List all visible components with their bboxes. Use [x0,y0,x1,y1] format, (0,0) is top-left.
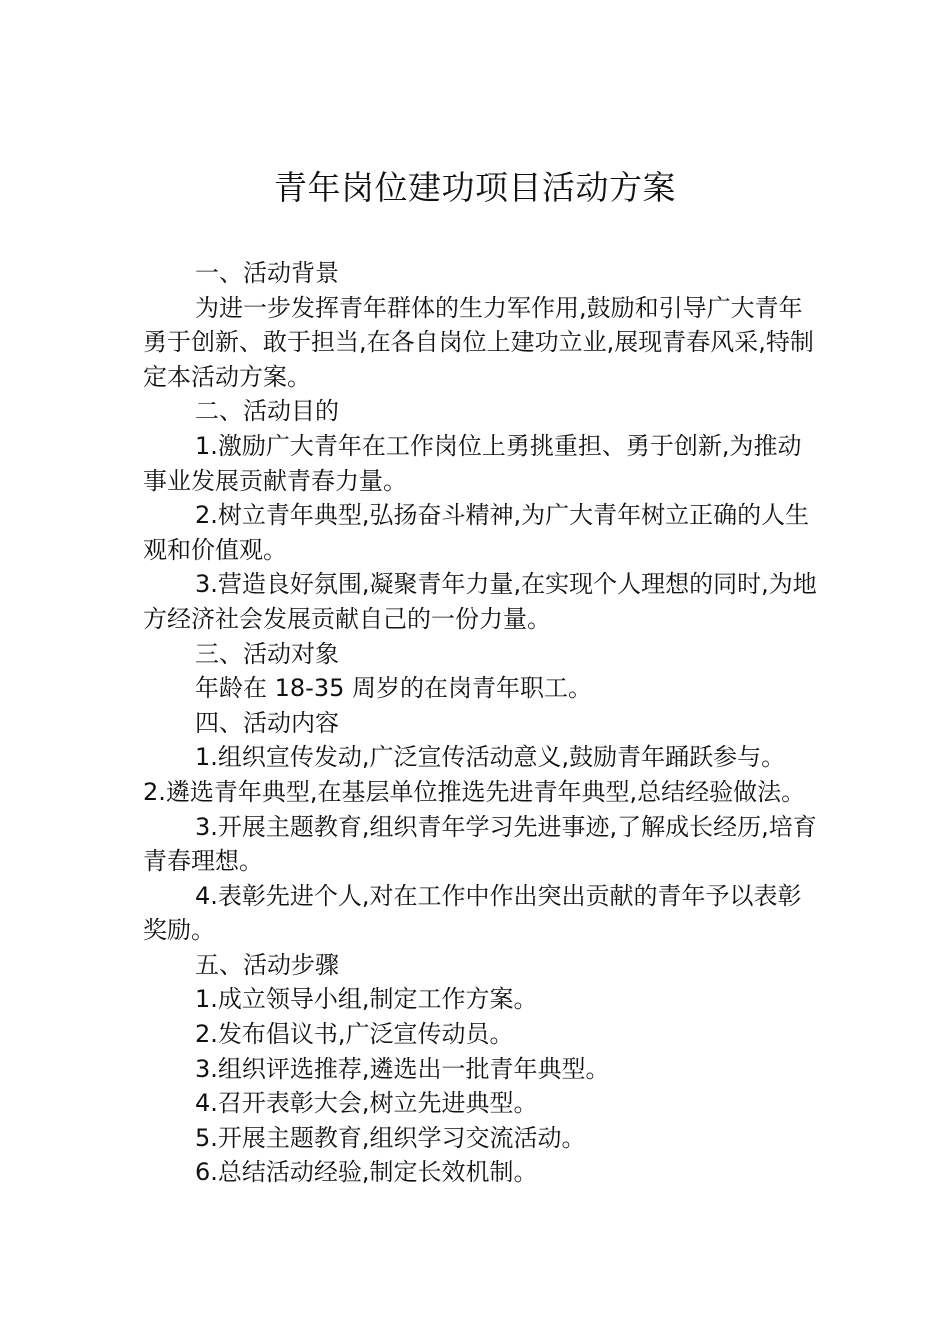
section-heading-purpose: 二、活动目的 [195,397,339,426]
section-heading-content: 四、活动内容 [195,708,339,737]
step-item-6: 6.总结活动经验,制定长效机制。 [195,1158,538,1187]
document-body [143,256,819,1190]
content-item-4: 4.表彰先进个人,对在工作中作出突出贡献的青年予以表彰奖励。 [143,881,802,945]
step-item-5: 5.开展主题教育,组织学习交流活动。 [195,1123,586,1152]
content-item-3: 3.开展主题教育,组织青年学习先进事迹,了解成长经历,培育青春理想。 [143,812,817,876]
section-heading-background: 一、活动背景 [195,259,339,287]
content-item-2: 2.遴选青年典型,在基层单位推选先进青年典型,总结经验做法。 [143,777,806,806]
step-item-1: 1.成立领导小组,制定工作方案。 [195,985,538,1014]
document-title: 青年岗位建功项目活动方案 [274,168,676,207]
step-item-4: 4.召开表彰大会,树立先进典型。 [195,1089,538,1118]
paragraph-background: 为进一步发挥青年群体的生力军作用,鼓励和引导广大青年勇于创新、敢于担当,在各自岗位上建功立业,展现青春风采,特制定本活动方案。 [143,293,814,391]
purpose-item-1: 1.激励广大青年在工作岗位上勇挑重担、勇于创新,为推动事业发展贡献青春力量。 [143,431,802,495]
purpose-item-2: 2.树立青年典型,弘扬奋斗精神,为广大青年树立正确的人生观和价值观。 [143,501,810,564]
step-item-3: 3.组织评选推荐,遴选出一批青年典型。 [195,1054,610,1083]
paragraph-target: 年龄在 18-35 周岁的在岗青年职工。 [195,674,592,703]
content-item-1: 1.组织宣传发动,广泛宣传活动意义,鼓励青年踊跃参与。 [195,743,786,772]
section-heading-steps: 五、活动步骤 [195,950,339,979]
step-item-2: 2.发布倡议书,广泛宣传动员。 [195,1020,514,1049]
purpose-item-3: 3.营造良好氛围,凝聚青年力量,在实现个人理想的同时,为地方经济社会发展贡献自己的一份力量。 [143,570,817,633]
section-heading-target: 三、活动对象 [195,639,339,668]
